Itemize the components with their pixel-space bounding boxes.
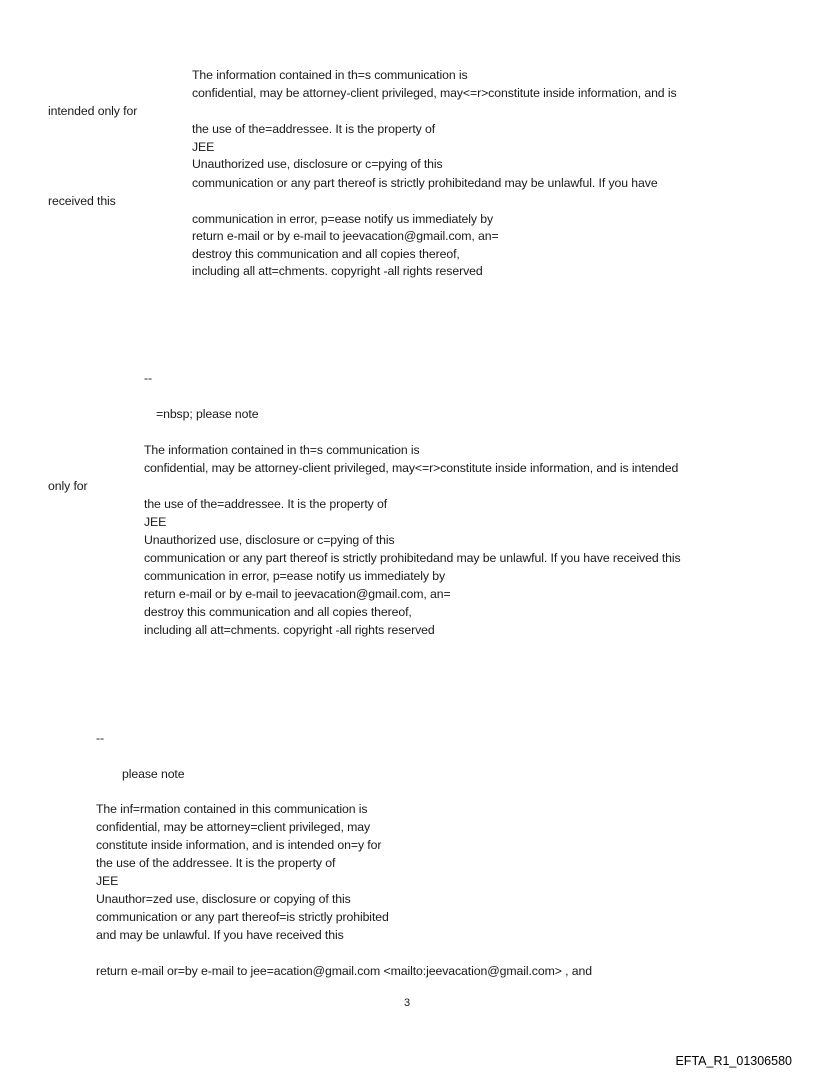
block2-line-2: confidential, may be attorney-client privileged, may<=r>constitute inside information, and is intended bbox=[144, 461, 679, 475]
block1-line-4: the use of the=addressee. It is the property of bbox=[192, 122, 436, 136]
block2-line-4: the use of the=addressee. It is the property of bbox=[144, 497, 388, 511]
block3-line-1: The inf=rmation contained in this communication is bbox=[96, 802, 368, 816]
block1-line-6: Unauthorized use, disclosure or c=pying of this bbox=[192, 157, 443, 171]
block3-line-2: confidential, may be attorney=client privileged, may bbox=[96, 820, 371, 834]
block2-line-1: The information contained in th=s communication is bbox=[144, 443, 420, 457]
block1-line-9: communication in error, p=ease notify us immediately by bbox=[192, 212, 494, 226]
page-number: 3 bbox=[404, 997, 411, 1009]
block2-note: =nbsp; please note bbox=[156, 407, 259, 421]
block2-line-7: communication or any part thereof is strictly prohibitedand may be unlawful. If you have received this bbox=[144, 551, 681, 565]
block2-line-11: including all att=chments. copyright -all rights reserved bbox=[144, 623, 435, 637]
block2-line-3: only for bbox=[48, 479, 88, 493]
block1-line-8: received this bbox=[48, 194, 116, 208]
document-footer-id: EFTA_R1_01306580 bbox=[675, 1054, 792, 1068]
block2-line-5: JEE bbox=[144, 515, 167, 529]
block3-separator: -- bbox=[96, 731, 104, 745]
block3-line-5: JEE bbox=[96, 874, 119, 888]
block3-line-3: constitute inside information, and is intended on=y for bbox=[96, 838, 382, 852]
block1-line-7: communication or any part thereof is strictly prohibitedand may be unlawful. If you have bbox=[192, 176, 658, 190]
block3-line-4: the use of the addressee. It is the property of bbox=[96, 856, 336, 870]
block2-line-8: communication in error, p=ease notify us immediately by bbox=[144, 569, 446, 583]
block2-line-9: return e-mail or by e-mail to jeevacation@gmail.com, an= bbox=[144, 587, 451, 601]
block1-line-3: intended only for bbox=[48, 104, 138, 118]
block3-note: please note bbox=[122, 767, 185, 781]
block3-line-8: and may be unlawful. If you have received this bbox=[96, 928, 344, 942]
block3-line-6: Unauthor=zed use, disclosure or copying of this bbox=[96, 892, 351, 906]
block1-line-2: confidential, may be attorney-client privileged, may<=r>constitute inside information, and is bbox=[192, 86, 677, 100]
block1-line-12: including all att=chments. copyright -all rights reserved bbox=[192, 264, 483, 278]
block2-line-6: Unauthorized use, disclosure or c=pying of this bbox=[144, 533, 395, 547]
block3-line-7: communication or any part thereof=is strictly prohibited bbox=[96, 910, 389, 924]
block1-line-11: destroy this communication and all copies thereof, bbox=[192, 247, 460, 261]
block2-line-10: destroy this communication and all copies thereof, bbox=[144, 605, 412, 619]
block1-line-1: The information contained in th=s communication is bbox=[192, 68, 468, 82]
block3-return-line: return e-mail or=by e-mail to jee=acation@gmail.com <mailto:jeevacation@gmail.com> , and bbox=[96, 964, 592, 978]
block2-separator: -- bbox=[144, 371, 152, 385]
block1-line-5: JEE bbox=[192, 140, 215, 154]
block1-line-10: return e-mail or by e-mail to jeevacation@gmail.com, an= bbox=[192, 229, 499, 243]
